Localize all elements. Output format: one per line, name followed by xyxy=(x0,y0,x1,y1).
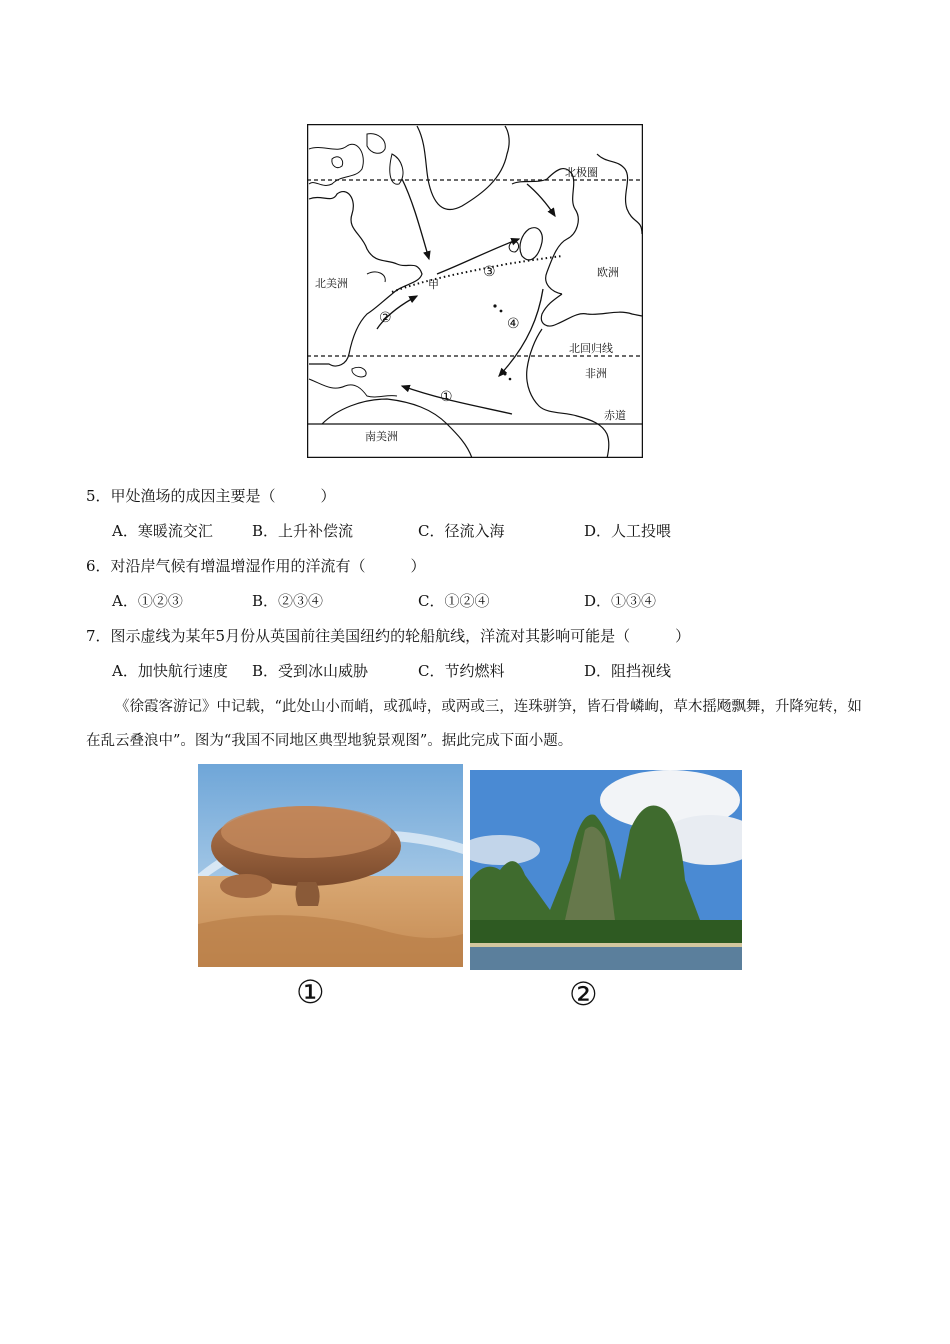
map-label-current-2: ② xyxy=(379,310,392,326)
question-6-stem: 6．对沿岸气候有增温增湿作用的洋流有（ ） xyxy=(86,557,426,575)
ocean-current-map-svg xyxy=(307,124,643,458)
question-7-option-d: D．阻挡视线 xyxy=(584,662,672,680)
question-6-option-d: D．①③④ xyxy=(584,592,657,610)
map-label-jia: 甲 xyxy=(428,278,439,291)
question-6-option-b: B．②③④ xyxy=(252,592,324,610)
question-5-option-c: C．径流入海 xyxy=(418,522,505,540)
photo-2-caption: ② xyxy=(569,975,598,1013)
map-label-africa: 非洲 xyxy=(585,367,607,380)
question-5-option-a: A．寒暖流交汇 xyxy=(112,522,213,540)
question-7-option-c: C．节约燃料 xyxy=(418,662,505,680)
question-7-stem: 7．图示虚线为某年5月份从英国前往美国纽约的轮船航线，洋流对其影响可能是（ ） xyxy=(86,627,691,645)
map-label-north-america: 北美洲 xyxy=(315,277,348,290)
map-label-current-1: ① xyxy=(440,389,453,405)
question-7-option-b: B．受到冰山威胁 xyxy=(252,662,369,680)
question-5-option-b: B．上升补偿流 xyxy=(252,522,354,540)
photo-1-caption: ① xyxy=(296,973,325,1011)
question-6-option-a: A．①②③ xyxy=(112,592,183,610)
question-6-option-c: C．①②④ xyxy=(418,592,490,610)
photo-mushroom-rock xyxy=(198,764,463,967)
map-label-current-3: ③ xyxy=(483,264,496,280)
map-label-europe: 欧洲 xyxy=(597,266,619,279)
map-label-current-4: ④ xyxy=(507,316,520,332)
ocean-current-map xyxy=(307,124,643,458)
question-5-stem: 5．甲处渔场的成因主要是（ ） xyxy=(86,487,336,505)
passage-text: 《徐霞客游记》中记载，“此处山小而峭，或孤峙，或两或三，连珠骈笋，皆石骨嶙峋，草木摇飏飘舞，升降宛转，如在乱云叠浪中”。图为“我国不同地区典型地貌景观图”。据此完成下面小题。 xyxy=(86,699,862,749)
question-5-option-d: D．人工投喂 xyxy=(584,522,672,540)
map-label-south-america: 南美洲 xyxy=(365,430,398,443)
map-label-equator: 赤道 xyxy=(604,409,626,422)
map-label-tropic-cancer: 北回归线 xyxy=(569,342,613,355)
photo-karst-peaks xyxy=(470,770,742,970)
map-label-arctic-circle: 北极圈 xyxy=(565,166,598,179)
question-7-option-a: A．加快航行速度 xyxy=(112,662,228,680)
